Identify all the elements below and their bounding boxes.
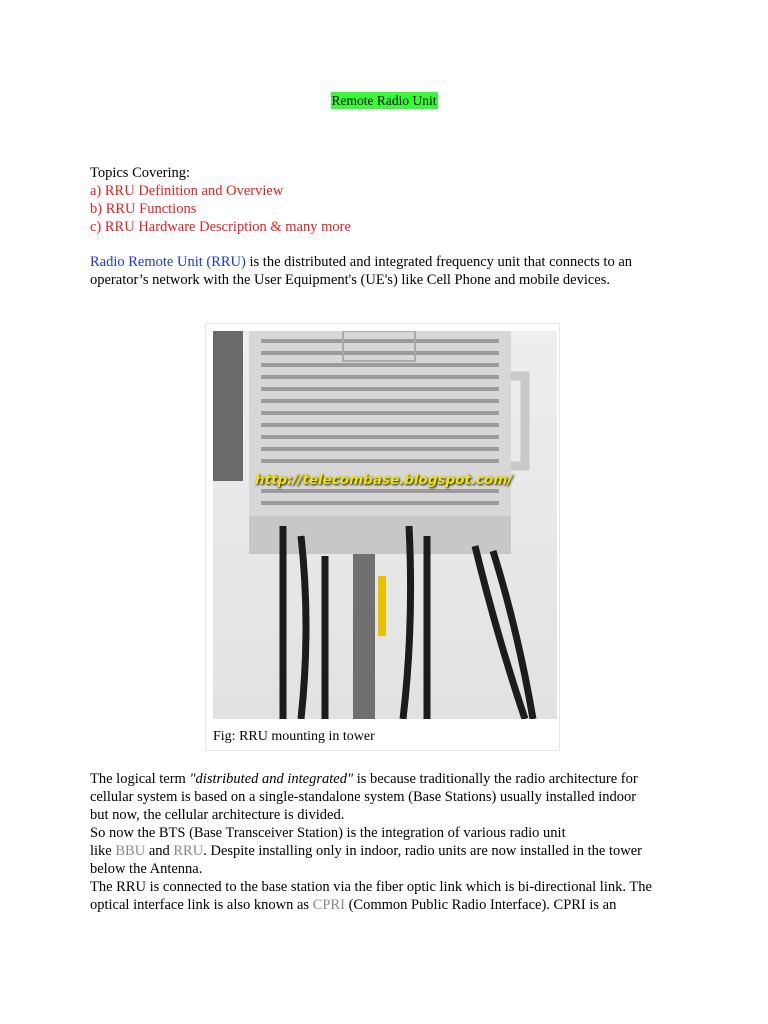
rru-link[interactable]: Radio Remote Unit (RRU) [90, 254, 246, 270]
figure [205, 323, 560, 751]
topic-item: c) RRU Hardware Description & many more [90, 219, 351, 235]
cpri-link[interactable]: CPRI [312, 897, 345, 913]
intro-text-line2: operator’s network with the User Equipment's (UE's) like Cell Phone and mobile devices. [90, 272, 610, 288]
paragraph-2: So now the BTS (Base Transceiver Station) is the integration of various radio unit like BBU and RRU. Despite installing only in indoor, radio units are now installed in the tower below the Antenna. [90, 825, 642, 877]
bbu-link[interactable]: BBU [115, 843, 146, 859]
intro-text: is the distributed and integrated frequency unit that connects to an [245, 254, 633, 270]
topics-heading: Topics Covering: [90, 165, 191, 181]
intro-paragraph [90, 253, 690, 289]
topics-section [90, 164, 351, 236]
topic-item: a) RRU Definition and Overview [90, 183, 284, 199]
figure-caption: Fig: RRU mounting in tower [213, 729, 375, 744]
paragraph-1: The logical term "distributed and integrated" is because traditionally the radio architecture for cellular system is based on a single-standalone system (Base Stations) usually installed indoor but now, the cellular architecture is divided. [90, 771, 638, 823]
page-title-text: Remote Radio Unit [331, 93, 437, 108]
topic-item: b) RRU Functions [90, 201, 197, 217]
body-text [90, 770, 690, 914]
rru-photo [213, 331, 557, 719]
page-title [0, 93, 768, 110]
paragraph-3: The RRU is connected to the base station via the fiber optic link which is bi-directional link. The optical interface link is also known as CPRI (Common Public Radio Interface). CPRI is an [90, 879, 652, 913]
rru-photo-illustration [213, 331, 557, 719]
rru-link-2[interactable]: RRU [173, 843, 204, 859]
watermark: http://telecombase.blogspot.com/ [255, 472, 513, 488]
